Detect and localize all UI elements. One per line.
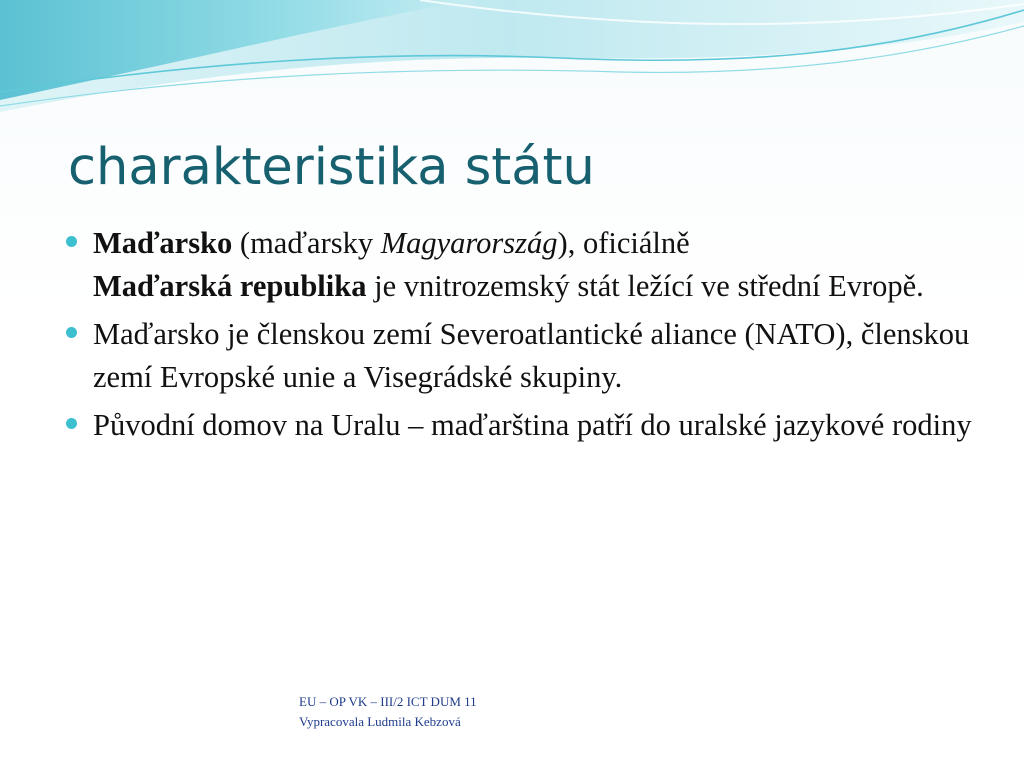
text-fragment: (maďarsky xyxy=(232,226,381,260)
bullet-dot-icon xyxy=(66,327,77,338)
term-official-name: Maďarská republika xyxy=(93,269,367,303)
footer-line-author: Vypracovala Ludmila Kebzová xyxy=(299,714,461,729)
term-madarsko: Maďarsko xyxy=(93,226,233,260)
bullet-dot-icon xyxy=(66,236,77,247)
slide-title: charakteristika státu xyxy=(68,138,595,197)
native-name: Magyarország xyxy=(380,226,558,260)
footer xyxy=(299,692,477,732)
bullet-text: Původní domov na Uralu – maďarština patří do uralské jazykové rodiny xyxy=(93,408,972,442)
bullet-item xyxy=(64,313,984,399)
text-fragment: ), oficiálně xyxy=(557,226,690,260)
text-fragment: je vnitrozemský stát ležící ve střední Evropě. xyxy=(366,269,924,303)
bullet-item xyxy=(64,222,984,308)
wave-decoration xyxy=(0,0,1024,130)
bullet-text: Maďarsko je členskou zemí Severoatlantické aliance (NATO), členskou zemí Evropské unie a Visegrádské skupiny. xyxy=(93,317,970,394)
bullet-item xyxy=(64,404,984,447)
footer-line-project: EU – OP VK – III/2 ICT DUM 11 xyxy=(299,694,477,709)
bullet-list xyxy=(64,222,984,452)
bullet-dot-icon xyxy=(66,418,77,429)
